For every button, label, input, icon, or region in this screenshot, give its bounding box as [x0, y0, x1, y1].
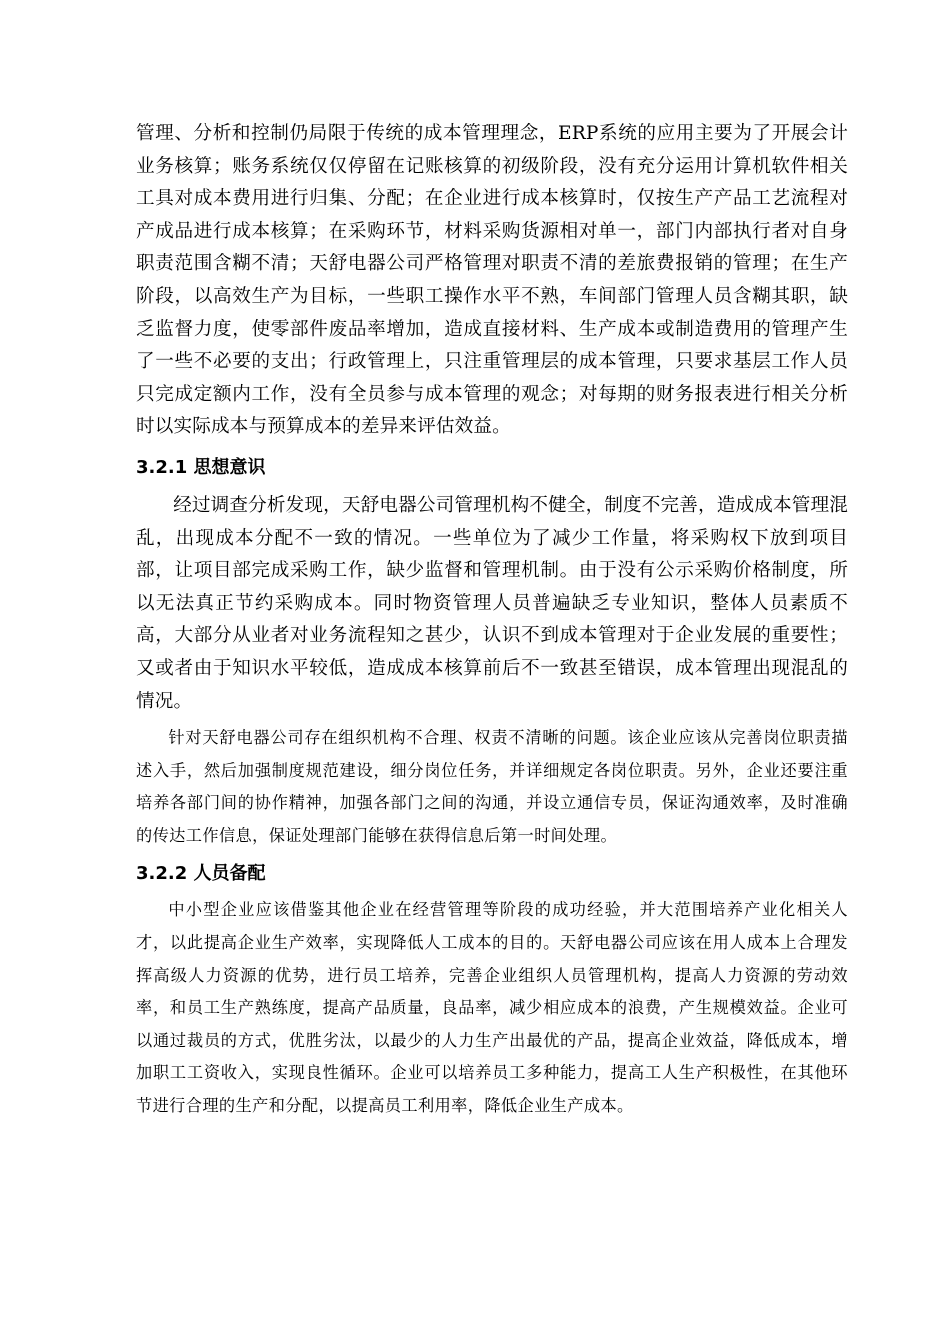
intro-paragraph: 管理、分析和控制仍局限于传统的成本管理理念，ERP系统的应用主要为了开展会计业务核算；账务系统仅仅停留在记账核算的初级阶段，没有充分运用计算机软件相关工具对成本费用进行归集、分配；在企业进行成本核算时，仅按生产产品工艺流程对产成品进行成本核算；在采购环节，材料采购货源相对单一，部门内部执行者对自身职责范围含糊不清；天舒电器公司严格管理对职责不清的差旅费报销的管理；在生产阶段，以高效生产为目标，一些职工操作水平不熟，车间部门管理人员含糊其职，缺乏监督力度，使零部件废品率增加，造成直接材料、生产成本或制造费用的管理产生了一些不必要的支出；行政管理上，只注重管理层的成本管理，只要求基层工作人员只完成定额内工作，没有全员参与成本管理的观念；对每期的财务报表进行相关分析时以实际成本与预算成本的差异来评估效益。 [136, 123, 848, 438]
document-page [136, 118, 848, 1123]
section1-paragraph-1: 经过调查分析发现，天舒电器公司管理机构不健全，制度不完善，造成成本管理混乱，出现成本分配不一致的情况。一些单位为了减少工作量，将采购权下放到项目部，让项目部完成采购工作，缺少监督和管理机制。由于没有公示采购价格制度，所以无法真正节约采购成本。同时物资管理人员普遍缺乏专业知识，整体人员素质不高，大部分从业者对业务流程知之甚少，认识不到成本管理对于企业发展的重要性；又或者由于知识水平较低，造成成本核算前后不一致甚至错误，成本管理出现混乱的情况。 [136, 494, 848, 712]
section1-paragraph-2: 针对天舒电器公司存在组织机构不合理、权责不清晰的问题。该企业应该从完善岗位职责描述入手，然后加强制度规范建设，细分岗位任务，并详细规定各岗位职责。另外，企业还要注重培养各部门间的协作精神，加强各部门之间的沟通，并设立通信专员，保证沟通效率，及时准确的传达工作信息，保证处理部门能够在获得信息后第一时间处理。 [136, 728, 848, 845]
section-heading-3-2-2: 3.2.2 人员备配 [136, 863, 266, 885]
section2-paragraph-1: 中小型企业应该借鉴其他企业在经营管理等阶段的成功经验，并大范围培养产业化相关人才，以此提高企业生产效率，实现降低人工成本的目的。天舒电器公司应该在用人成本上合理发挥高级人力资源的优势，进行员工培养，完善企业组织人员管理机构，提高人力资源的劳动效率，和员工生产熟练度，提高产品质量，良品率，减少相应成本的浪费，产生规模效益。企业可以通过裁员的方式，优胜劣汰，以最少的人力生产出最优的产品，提高企业效益，降低成本，增加职工工资收入，实现良性循环。企业可以培养员工多种能力，提高工人生产积极性，在其他环节进行合理的生产和分配，以提高员工利用率，降低企业生产成本。 [136, 900, 848, 1116]
section-heading-3-2-1: 3.2.1 思想意识 [136, 456, 266, 478]
